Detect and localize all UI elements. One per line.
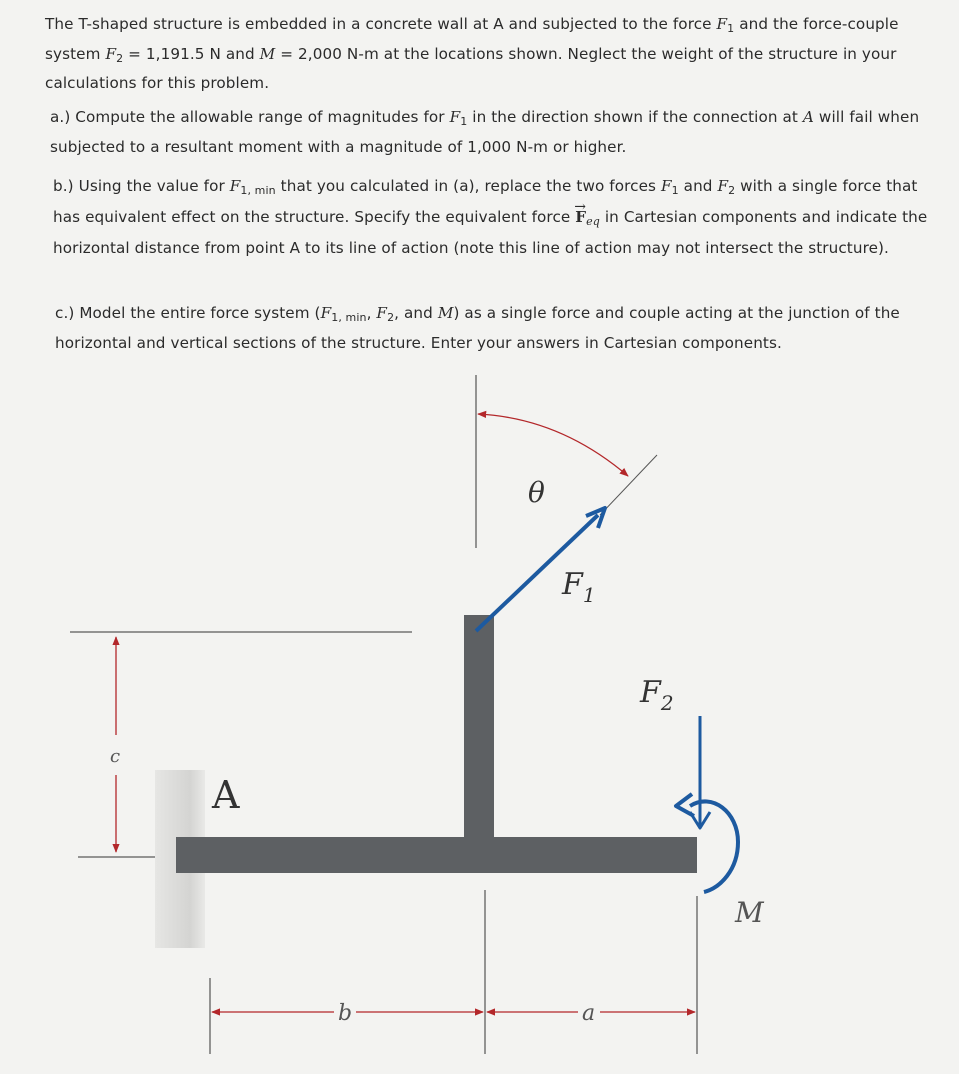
- part-c-question: c.) Model the entire force system ($F_{1, min}$, $F_2$, and M) as a single force and couple acting at the junction of the horizontal and vertical sections of the structure. Enter your answers in Cartesian components.: [55, 304, 900, 352]
- theta-angle-arc: [478, 414, 628, 476]
- feq-vector-symbol: → F: [575, 208, 586, 226]
- vertical-beam: [464, 615, 494, 845]
- problem-statement: The T-shaped structure is embedded in a concrete wall at A and subjected to the force $F_1$ and the force-couple system $F_2 = 1,191.5$ N and M = 2,000 N-m at the locations shown. Neglect the weight of the structure in your calculations for this problem.: [45, 15, 899, 92]
- moment-couple-arc: [690, 801, 738, 892]
- dim-b-label: b: [338, 1001, 353, 1026]
- part-b-question: b.) Using the value for $F_{1, min}$ that you calculated in (a), replace the two forces $F_1$ and $F_2$ with a single force that has equivalent effect on the structure. Specify the equivalent force → $F_{eq}$ in Cartesian components and indicate the horizontal distance from point A to its line of action (note this line of action may not intersect the structure).: [53, 173, 933, 261]
- point-a-label: A: [212, 773, 240, 817]
- m-symbol: M: [259, 44, 276, 63]
- f2-symbol: F: [105, 44, 117, 63]
- f1-symbol: F: [716, 15, 728, 33]
- horizontal-beam: [176, 837, 697, 873]
- f2-label: $F_2$: [640, 675, 674, 715]
- m-value: 2,000 N-m: [298, 44, 379, 63]
- dim-c-label: c: [110, 746, 121, 767]
- m-label: M: [735, 896, 764, 929]
- dim-a-label: a: [582, 1001, 596, 1026]
- f2-value: 1,191.5 N: [145, 44, 221, 63]
- f1-label: $F_1$: [562, 567, 596, 607]
- part-a-question: a.) Compute the allowable range of magnitudes for $F_1$ in the direction shown if the connection at A will fail when subjected to a resultant moment with a magnitude of 1,000 N-m or higher.: [50, 108, 920, 156]
- theta-label: θ: [528, 476, 545, 509]
- f1-line-extension: [600, 455, 657, 515]
